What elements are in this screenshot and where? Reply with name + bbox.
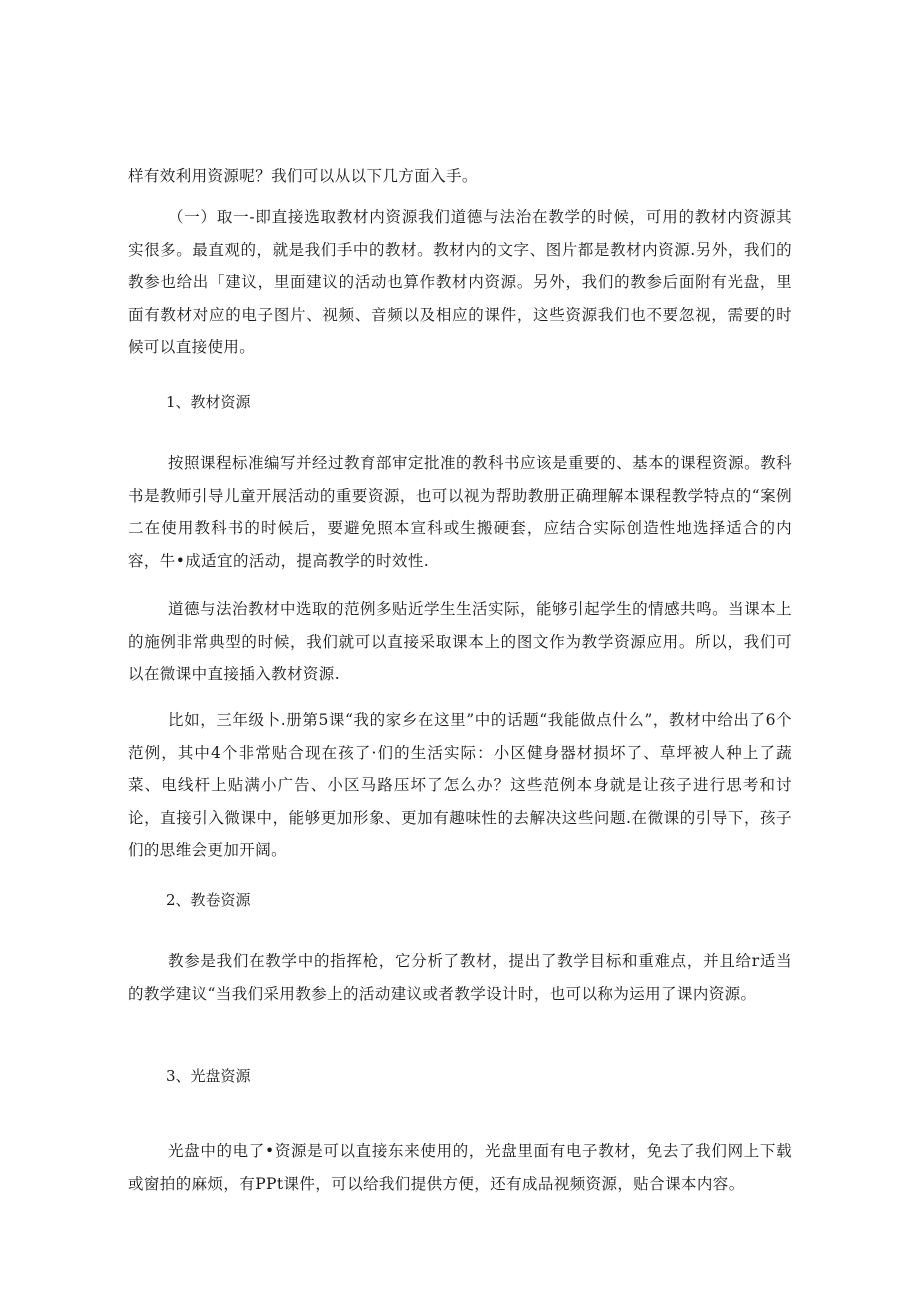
heading-disc-resources: 3、光盘资源 (166, 1067, 251, 1085)
paragraph-textbook-example: 比如，三年级卜.册第5课“我的家乡在这里”中的话题“我能做点什么”，教材中给出了6个范例，其中4个非常贴合现在孩了·们的生活实际：小区健身器材损坏了、草坪被人种上了蔬菜、电线杆上贴满小广告、小区马路压坏了怎么办？这些范例本身就是让孩子进行思考和讨论，直接引入微课中，能够更加形象、更加有趣味性的去解决这些问题.在微课的引导下，孩子们的思维会更加开阔。 (128, 711, 792, 859)
paragraph-teacher-guide: 教参是我们在教学中的指挥枪，它分析了教材，提出了教学目标和重难点，并且给r适当的教学建议“当我们采用教参上的活动建议或者教学设计时，也可以称为运用了课内资源。 (128, 952, 792, 1003)
paragraph-textbook-2: 道德与法治教材中选取的范例多贴近学生生活实际，能够引起学生的情感共鸣。当课本上的施例非常典型的时候，我们就可以直接采取课本上的图文作为教学资源应用。所以，我们可以在微课中直接插入教材资源. (128, 600, 792, 683)
paragraph-intro-continuation: 样有效利用资源呢？我们可以从以下几方面入手。 (128, 167, 478, 185)
paragraph-section-one: （一）取一-即直接选取教材内资源我们道德与法治在教学的时候，可用的教材内资源其实很多。最直观的，就是我们手中的教材。教材内的文字、图片都是教材内资源.另外，我们的教参也给出「建议，里面建议的活动也算作教材内资源。另外，我们的教参后面附有光盘，里面有教材对应的电子图片、视频、音频以及相应的课件，这些资源我们也不要忽视，需要的时候可以直接使用。 (128, 208, 792, 356)
heading-teacher-guide-resources: 2、教卷资源 (166, 891, 251, 909)
paragraph-disc-resources: 光盘中的电了•资源是可以直接东来使用的，光盘里面有电子教材，免去了我们网上下载或窗拍的麻烦，有PPt课件，可以给我们提供方便，还有成品视频资源，贴合课本内容。 (128, 1142, 792, 1193)
paragraph-textbook-1: 按照课程标准编写并经过教育部审定批准的教科书应该是重要的、基本的课程资源。教科书是教师引导儿童开展活动的重要资源，也可以视为帮助教册正确理解本课程教学特点的“案例二在使用教科书的时候后，要避免照本宣科或生搬硬套，应结合实际创造性地选择适合的内容，牛•成适宜的活动，提高教学的时效性. (128, 454, 792, 570)
heading-textbook-resources: 1、教材资源 (166, 393, 251, 411)
